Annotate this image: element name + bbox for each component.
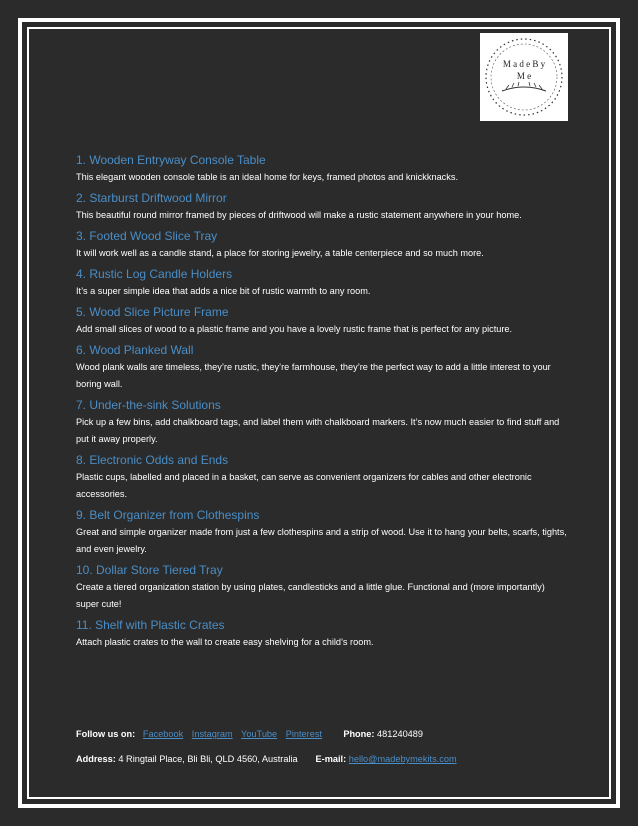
item-description: Wood plank walls are timeless, they’re rustic, they’re farmhouse, they’re the perfect way to add a little interest to your boring wall. [76,362,551,389]
address-label: Address: [76,754,116,764]
item-title: 6. Wood Planked Wall [76,343,194,357]
phone-number: 481240489 [377,729,424,739]
item-description: Create a tiered organization station by using plates, candlesticks and a little glue. Functional and (more importantly) super cute! [76,582,545,609]
instagram-link[interactable]: Instagram [191,729,233,739]
pinterest-link[interactable]: Pinterest [285,729,322,739]
item-title: 1. Wooden Entryway Console Table [76,153,266,167]
made-by-me-logo [480,33,568,121]
logo-icon [480,33,568,121]
item-description: Plastic cups, labelled and placed in a basket, can serve as convenient organizers for cables and other electronic accessories. [76,472,532,499]
list-item [76,507,568,558]
follow-us-label: Follow us on: [76,729,136,739]
item-description: It’s a super simple idea that adds a nice bit of rustic warmth to any room. [76,286,371,296]
item-title: 8. Electronic Odds and Ends [76,453,229,467]
item-description: Attach plastic crates to the wall to create easy shelving for a child’s room. [76,637,374,647]
item-description: This elegant wooden console table is an ideal home for keys, framed photos and knickknacks. [76,172,459,182]
item-title: 10. Dollar Store Tiered Tray [76,563,223,577]
phone-label: Phone: [343,729,375,739]
logo-text-line1: M a d e B y [502,59,546,69]
item-title: 11. Shelf with Plastic Crates [76,618,225,632]
item-description: Pick up a few bins, add chalkboard tags, and label them with chalkboard markers. It’s now much easier to find stuff and put it away properly. [76,417,560,444]
item-title: 4. Rustic Log Candle Holders [76,267,233,281]
list-item [76,190,568,224]
item-description: This beautiful round mirror framed by pieces of driftwood will make a rustic statement anywhere in your home. [76,210,522,220]
email-link[interactable]: hello@madebymekits.com [348,754,457,764]
item-title: 3. Footed Wood Slice Tray [76,229,218,243]
list-item [76,452,568,503]
item-title: 9. Belt Organizer from Clothespins [76,508,260,522]
list-item [76,304,568,338]
facebook-link[interactable]: Facebook [142,729,184,739]
list-item [76,266,568,300]
logo-text-line2: M e [516,71,532,81]
item-description: Great and simple organizer made from just a few clothespins and a strip of wood. Use it to hang your belts, scarfs, tights, and even jewelry. [76,527,567,554]
list-item [76,152,568,186]
item-title: 7. Under-the-sink Solutions [76,398,221,412]
list-item [76,562,568,613]
item-title: 2. Starburst Driftwood Mirror [76,191,227,205]
list-item [76,397,568,448]
list-item [76,228,568,262]
youtube-link[interactable]: YouTube [241,729,278,739]
item-description: It will work well as a candle stand, a place for storing jewelry, a table centerpiece and so much more. [76,248,484,258]
address-value: 4 Ringtail Place, Bli Bli, QLD 4560, Australia [118,754,298,764]
follow-us-line [76,727,596,741]
email-label: E-mail: [315,754,347,764]
item-title: 5. Wood Slice Picture Frame [76,305,229,319]
list-item [76,342,568,393]
ideas-list [76,152,568,655]
list-item [76,617,568,651]
item-description: Add small slices of wood to a plastic frame and you have a lovely rustic frame that is perfect for any picture. [76,324,513,334]
address-line [76,752,596,766]
